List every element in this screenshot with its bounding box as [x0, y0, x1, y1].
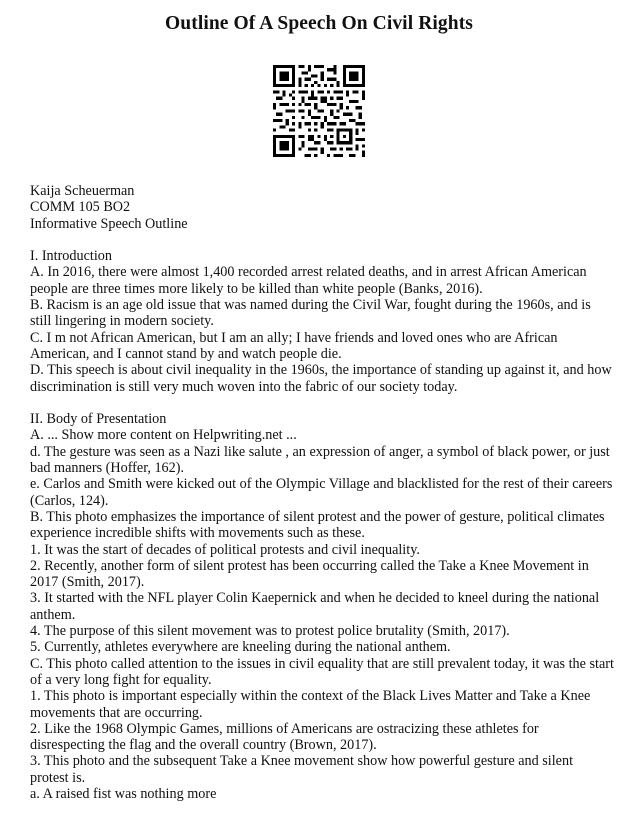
qr-code-icon	[273, 65, 365, 157]
paragraph: d. The gesture was seen as a Nazi like salute , an expression of anger, a symbol of black power, or just bad manners (Hoffer, 162).	[30, 443, 610, 477]
document-body	[30, 183, 615, 802]
paragraph: 2. Like the 1968 Olympic Games, millions of Americans are ostracizing these athletes for disrespecting the flag and the overall country (Brown, 2017).	[30, 720, 539, 754]
section-heading-body: II. Body of Presentation	[30, 411, 167, 428]
paragraph: D. This speech is about civil inequality in the 1960s, the importance of standing up against it, and how discrimination is still very much woven into the fabric of our society today.	[30, 362, 612, 395]
paragraph: 1. It was the start of decades of political protests and civil inequality.	[30, 541, 420, 558]
paragraph: a. A raised fist was nothing more	[30, 785, 217, 802]
document-type: Informative Speech Outline	[30, 215, 188, 232]
paragraph: 2. Recently, another form of silent protest has been occurring called the Take a Knee Movement in 2017 (Smith, 2017).	[30, 557, 589, 591]
paragraph: 1. This photo is important especially within the context of the Black Lives Matter and Take a Knee movements that are occurring.	[30, 688, 591, 721]
page-title: Outline Of A Speech On Civil Rights	[165, 13, 473, 34]
paragraph: B. This photo emphasizes the importance of silent protest and the power of gesture, political climates experience incredible shifts with movements such as these.	[30, 508, 605, 542]
paragraph: 5. Currently, athletes everywhere are kneeling during the national anthem.	[30, 639, 451, 656]
paragraph: A. ... Show more content on Helpwriting.net ...	[30, 427, 297, 444]
paragraph: 4. The purpose of this silent movement was to protest police brutality (Smith, 2017).	[30, 623, 510, 640]
paragraph: A. In 2016, there were almost 1,400 recorded arrest related deaths, and in arrest African American people are three times more likely to be killed than white people (Banks, 2016).	[30, 264, 587, 297]
spacer	[30, 232, 615, 248]
course-code: COMM 105 BO2	[30, 199, 131, 216]
paragraph: C. I m not African American, but I am an ally; I have friends and loved ones who are African American, and I cannot stand by and watch people die.	[30, 329, 558, 362]
paragraph: 3. It started with the NFL player Colin Kaepernick and when he decided to kneel during the national anthem.	[30, 590, 600, 623]
paragraph: 3. This photo and the subsequent Take a Knee movement show how powerful gesture and silent protest is.	[30, 753, 574, 786]
qr-code-graphic	[273, 65, 365, 157]
paragraph: C. This photo called attention to the issues in civil equality that are still prevalent today, it was the start of a very long fight for equality.	[30, 655, 614, 688]
paragraph: e. Carlos and Smith were kicked out of the Olympic Village and blacklisted for the rest of their careers (Carlos, 124).	[30, 476, 613, 509]
author-name: Kaija Scheuerman	[30, 183, 135, 199]
section-heading-introduction: I. Introduction	[30, 248, 112, 265]
paragraph: B. Racism is an age old issue that was named during the Civil War, fought during the 1960s, and is still lingering in modern society.	[30, 297, 591, 330]
spacer	[30, 395, 615, 411]
